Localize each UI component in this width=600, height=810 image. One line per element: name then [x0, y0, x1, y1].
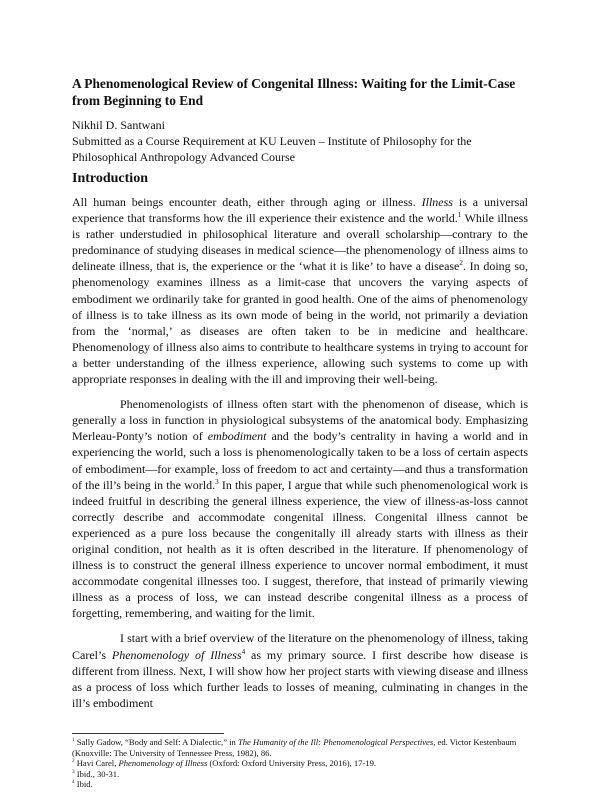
italic-text: The Humanity of the Ill: Phenomenological Perspectives	[237, 736, 434, 747]
text-run: Sally Gadow, “Body and Self: A Dialectic,” in	[74, 736, 238, 747]
footnote-marker: 3	[215, 477, 219, 486]
text-run: (Oxford: Oxford University Press, 2016), 17-19.	[207, 758, 377, 769]
footnotes	[72, 737, 528, 790]
text-run: Ibid.	[74, 779, 93, 790]
footnote-1	[72, 737, 528, 758]
italic-text: embodiment	[207, 429, 267, 444]
footnote-3	[72, 769, 528, 780]
footnote-divider	[72, 733, 224, 734]
text-run: as my primary source. I first describe how disease is different from illness. Next, I will show how her project starts with viewing disease and illness as a process of loss which further leads to losses of meaning, culminating in changes in the ill’s embodiment	[72, 647, 528, 710]
italic-text: Illness	[421, 195, 453, 209]
text-run: While illness is rather understudied in philosophical literature and overall scholarship—contrary to the predominance of studying diseases in medical science—the phenomenology of illness aims to delineate illness, that is, the experience or the ‘what it is like’ to have a disease	[72, 211, 528, 274]
footnote-4	[72, 779, 528, 790]
author-name: Nikhil D. Santwani	[72, 118, 165, 132]
text-run: Ibid., 30-31.	[74, 768, 120, 779]
text-run: Phenomenologists of illness often start with the phenomenon of disease, which is generally a loss in function in physiological subsystems of the anatomical body. Emphasizing Merleau-Ponty’s notion of	[72, 397, 528, 444]
text-run: , ed. Victor Kestenbaum (Knoxville: The University of Tennessee Press, 1982), 86.	[72, 736, 517, 758]
text-run: . In doing so, phenomenology examines illness as a limit-case that uncovers the varying aspects of embodiment we ordinarily take for granted in good health. One of the aims of phenomenology of illness is to take illness as its own mode of being in the world, not primarily a deviation from the ‘normal,’ as diseases are often taken to be in medicine and healthcare. Phenomenology of illness also aims to contribute to healthcare systems in trying to account for a better understanding of the illness experience, allowing such systems to come up with appropriate responses in dealing with the ill and improving their well-being.	[72, 259, 528, 387]
text-run: In this paper, I argue that while such phenomenological work is indeed fruitful in describing the general illness experience, the view of illness-as-loss cannot correctly describe and accommodate congenital illness. Congenital illness cannot be experienced as a pure loss because the congenitally ill already starts with illness as their original condition, not health as it is often described in the literature. If phenomenology of illness is to construct the general illness experience to uncover normal embodiment, it must accommodate congenital illnesses too. I suggest, therefore, that instead of primarily viewing illness as a process of loss, we can instead describe congenital illness as a process of forgetting, remembering, and waiting for the limit.	[72, 477, 528, 621]
footnote-marker: 4	[72, 779, 75, 786]
footnote-2	[72, 758, 528, 769]
footnote-marker: 2	[459, 259, 463, 268]
text-run: All human beings encounter death, either through aging or illness.	[72, 195, 422, 209]
submission-note: Submitted as a Course Requirement at KU Leuven – Institute of Philosophy for the Philosophical Anthropology Advanced Course	[72, 134, 472, 164]
footnote-marker: 1	[457, 211, 462, 220]
document-title: A Phenomenological Review of Congenital Illness: Waiting for the Limit-Case from Beginning to End	[72, 76, 516, 108]
text-run: I start with a brief overview of the literature on the phenomenology of illness, taking Carel’s	[72, 631, 528, 662]
italic-text: Phenomenology of Illness	[118, 758, 208, 769]
body-paragraph	[72, 194, 528, 387]
body-paragraph	[72, 630, 528, 710]
section-heading-introduction: Introduction	[72, 171, 148, 186]
body-paragraph	[72, 396, 528, 621]
text-run: is a universal experience that transforms how the ill experience their existence and the world.	[72, 195, 528, 226]
footnote-marker: 2	[72, 758, 75, 765]
footnote-marker: 1	[72, 737, 75, 744]
footnote-marker: 4	[241, 647, 246, 656]
italic-text: Phenomenology of Illness	[111, 647, 242, 662]
footnote-marker: 3	[72, 768, 75, 775]
text-run: Havi Carel,	[74, 758, 119, 769]
text-run: and the body’s centrality in having a world and in experiencing the world, such a loss is phenomenologically taken to be a loss of certain aspects of embodiment—for example, loss of freedom to act and certainty—and thus a transformation of the ill’s being in the world.	[72, 429, 528, 492]
